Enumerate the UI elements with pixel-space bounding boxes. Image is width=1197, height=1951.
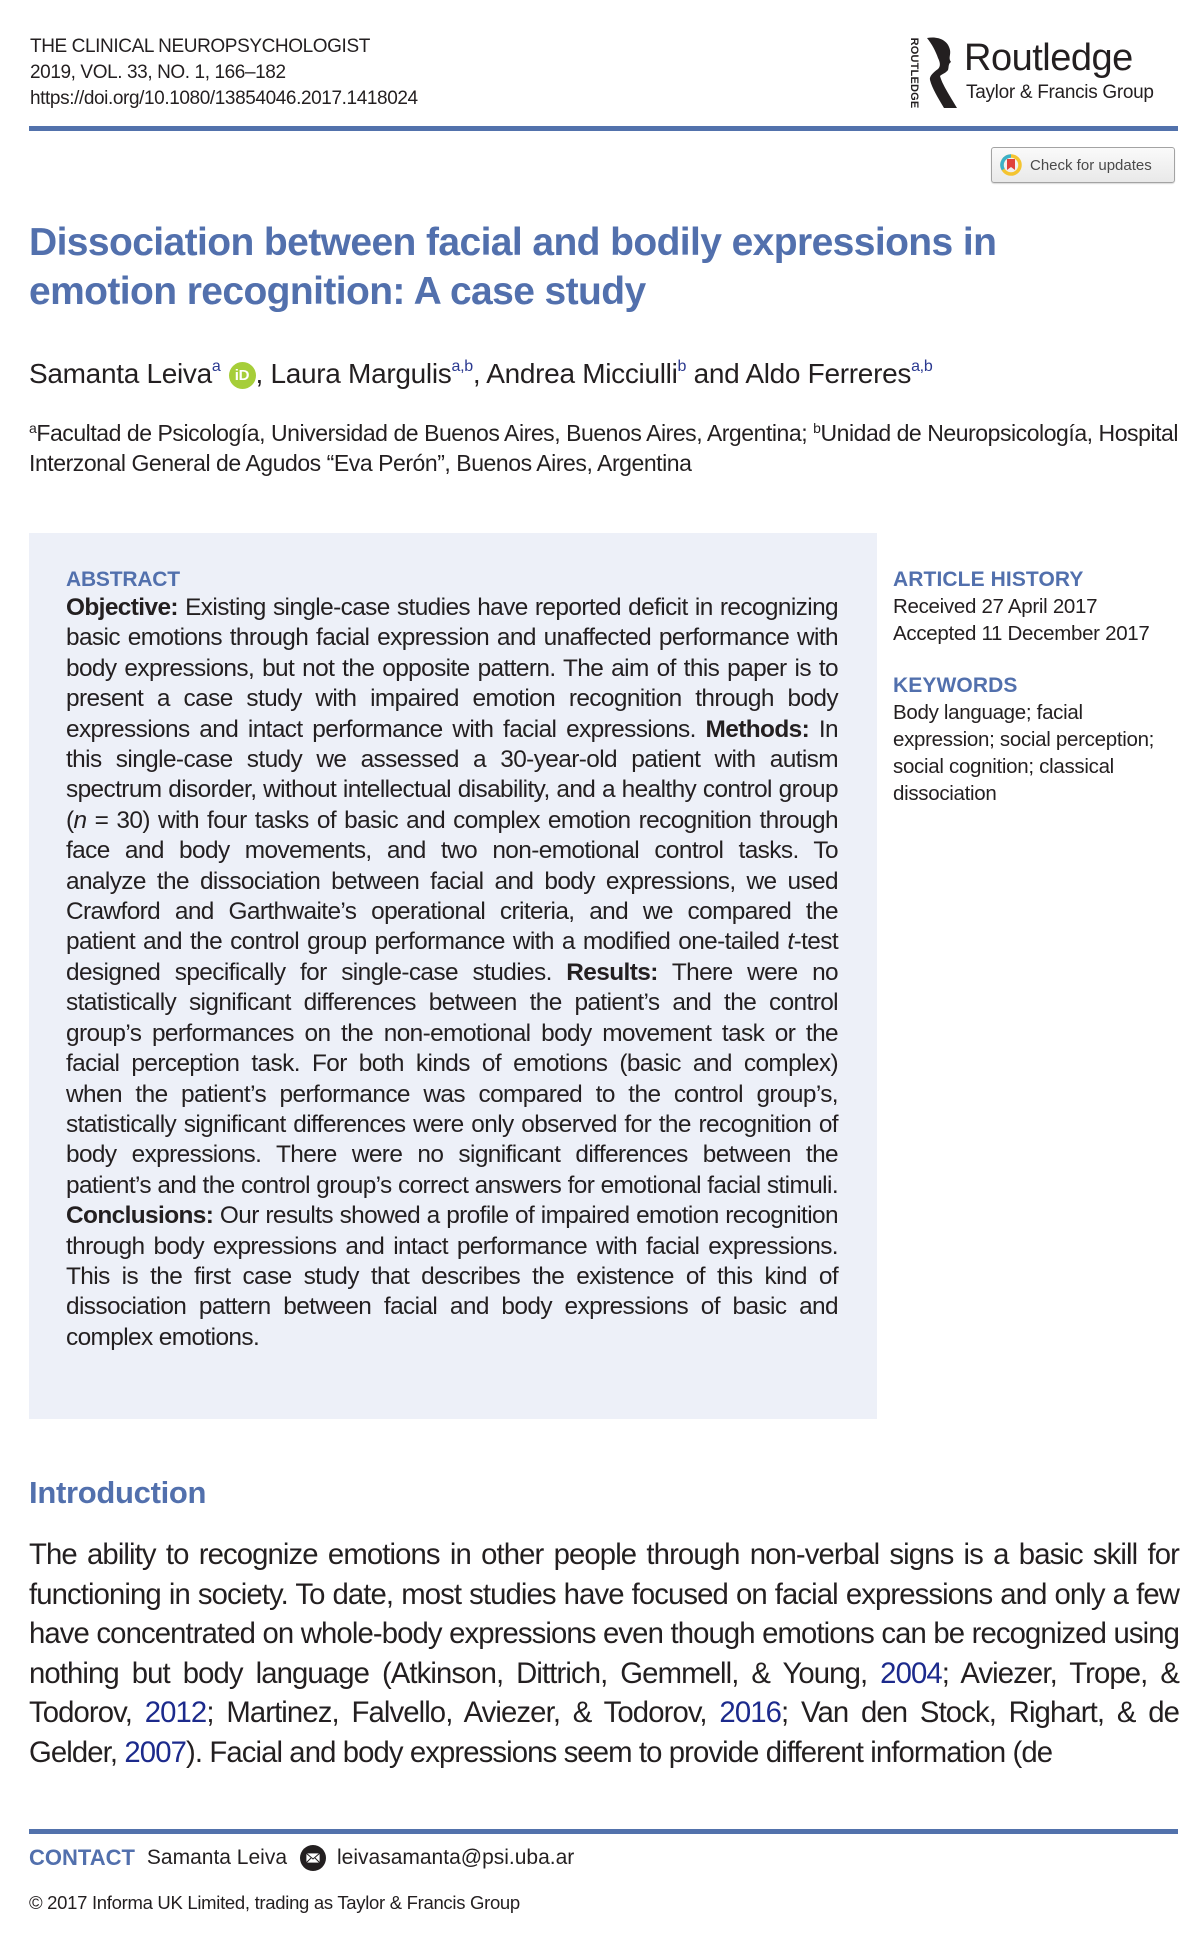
citation-link[interactable]: 2004 (880, 1656, 942, 1690)
author-affiliation-mark: a (211, 358, 221, 375)
methods-t-symbol: t (787, 928, 794, 956)
check-for-updates-label: Check for updates (1030, 156, 1152, 174)
affiliation-mark-b: b (813, 420, 821, 436)
intro-text: The ability to recognize emotions in other people through non-verbal signs is a basic skill for functioning in society. To date, most studies have focused on facial expressions and only a few have concentrated on whole-body expressions even though emotions can be recognized using nothing but body language (Atkinson, Dittrich, Gemmell, & Young, (29, 1538, 1179, 1690)
author-separator: , (255, 358, 271, 389)
publisher-group: Taylor & Francis Group (966, 82, 1154, 103)
affiliation-mark-a: a (29, 420, 37, 436)
article-history-heading: ARTICLE HISTORY (893, 568, 1084, 591)
author-affiliation-mark: a,b (451, 358, 473, 375)
objective-text: Existing single-case studies have reported deficit in recognizing basic emotions through facial expression and unaffected performance with body expressions, but not the opposite pattern. The aim of this paper is to present a case study with impaired emotion recognition through body expressions and intact performance with facial expressions. (66, 594, 838, 743)
author-separator: , (472, 358, 487, 389)
methods-n-symbol: n (73, 806, 87, 834)
routledge-head-icon (924, 36, 958, 110)
orcid-icon[interactable]: iD (229, 362, 256, 389)
intro-text: ; Aviezer, Trope, & Todorov, (29, 1656, 1180, 1729)
header-rule (29, 126, 1178, 131)
journal-meta (30, 34, 418, 112)
journal-volume: 2019, VOL. 33, NO. 1, 166–182 (30, 62, 286, 83)
author-list (29, 356, 932, 392)
article-title: Dissociation between facial and bodily expressions in emotion recognition: A case study (29, 221, 997, 313)
article-sidebar (893, 567, 1183, 807)
author-separator: and (686, 358, 746, 389)
check-for-updates-button[interactable] (991, 147, 1175, 183)
results-text: There were no statistically significant differences between the patient’s and the control group’s performances on the non-emotional body movement task or the facial perception task. For both kinds of emotions (basic and complex) when the patient’s performance was compared to the control group’s, statistically significant differences were only observed for the recognition of body expressions. There were no significant differences between the patient’s and the control group’s correct answers for emotional facial stimuli. (66, 958, 839, 1199)
author-affiliation-mark: b (677, 358, 687, 375)
footer-rule (29, 1829, 1178, 1834)
copyright-notice: © 2017 Informa UK Limited, trading as Taylor & Francis Group (29, 1892, 520, 1913)
affiliation-a: Facultad de Psicología, Universidad de Buenos Aires, Buenos Aires, Argentina; (36, 420, 814, 446)
methods-label: Methods: (705, 715, 810, 743)
introduction-body (29, 1535, 1179, 1772)
author-name[interactable]: Andrea Micciulli (486, 358, 678, 389)
introduction-heading: Introduction (29, 1475, 207, 1510)
keywords-list: Body language; facial expression; social perception; social cognition; classical dissociation (893, 701, 1155, 805)
author-name[interactable]: Samanta Leiva (29, 358, 212, 389)
crossmark-icon (1000, 154, 1022, 176)
citation-link[interactable]: 2007 (124, 1735, 186, 1769)
abstract-body (66, 593, 838, 1353)
author-name[interactable]: Aldo Ferreres (745, 358, 912, 389)
logo-vertical-text: ROUTLEDGE (908, 37, 920, 109)
publisher-logo (906, 34, 1176, 114)
publisher-name: Routledge (964, 37, 1133, 79)
accepted-date: Accepted 11 December 2017 (893, 622, 1150, 645)
conclusions-label: Conclusions: (66, 1202, 214, 1230)
author-name[interactable]: Laura Margulis (270, 358, 452, 389)
keywords-heading: KEYWORDS (893, 674, 1018, 697)
contact-email-link[interactable]: leivasamanta@psi.uba.ar (337, 1846, 575, 1869)
methods-text: -test designed specifically for single-case studies. (66, 928, 838, 986)
author-affiliation-mark: a,b (911, 358, 933, 375)
affiliations (29, 418, 1179, 478)
contact-line (29, 1843, 574, 1873)
results-label: Results: (566, 958, 658, 986)
methods-text: In this single-case study we assessed a 30-year-old patient with autism spectrum disorder, without intellectual disability, and a healthy control group ( (66, 715, 838, 834)
abstract-heading: ABSTRACT (66, 568, 180, 591)
methods-text: = 30) with four tasks of basic and complex emotion recognition through face and body movements, and two non-emotional control tasks. To analyze the dissociation between facial and body expressions, we used Crawford and Garthwaite’s operational criteria, and we compared the patient and the control group performance with a modified one-tailed (66, 806, 838, 956)
citation-link[interactable]: 2012 (144, 1696, 207, 1729)
logo-vertical-mark (906, 38, 922, 108)
intro-text: ; Van den Stock, Righart, & de Gelder, (29, 1696, 1179, 1769)
contact-name: Samanta Leiva (146, 1846, 288, 1869)
received-date: Received 27 April 2017 (893, 595, 1098, 618)
doi-link[interactable]: https://doi.org/10.1080/13854046.2017.1418024 (30, 88, 418, 109)
conclusions-text: Our results showed a profile of impaired emotion recognition through body expressions and intact performance with facial expressions. This is the first case study that describes the existence of this kind of dissociation pattern between facial and body expressions of basic and complex emotions. (66, 1202, 838, 1351)
citation-link[interactable]: 2016 (719, 1696, 781, 1729)
contact-label: CONTACT (29, 1845, 135, 1870)
intro-text: ; Martinez, Falvello, Aviezer, & Todorov, (206, 1696, 720, 1729)
envelope-icon (299, 1844, 327, 1872)
objective-label: Objective: (66, 594, 178, 621)
intro-text: ). Facial and body expressions seem to provide different information (de (185, 1735, 1053, 1769)
journal-name: THE CLINICAL NEUROPSYCHOLOGIST (30, 36, 370, 57)
affiliation-b: Unidad de Neuropsicología, Hospital Interzonal General de Agudos “Eva Perón”, Buenos Aires, Argentina (29, 420, 1179, 476)
